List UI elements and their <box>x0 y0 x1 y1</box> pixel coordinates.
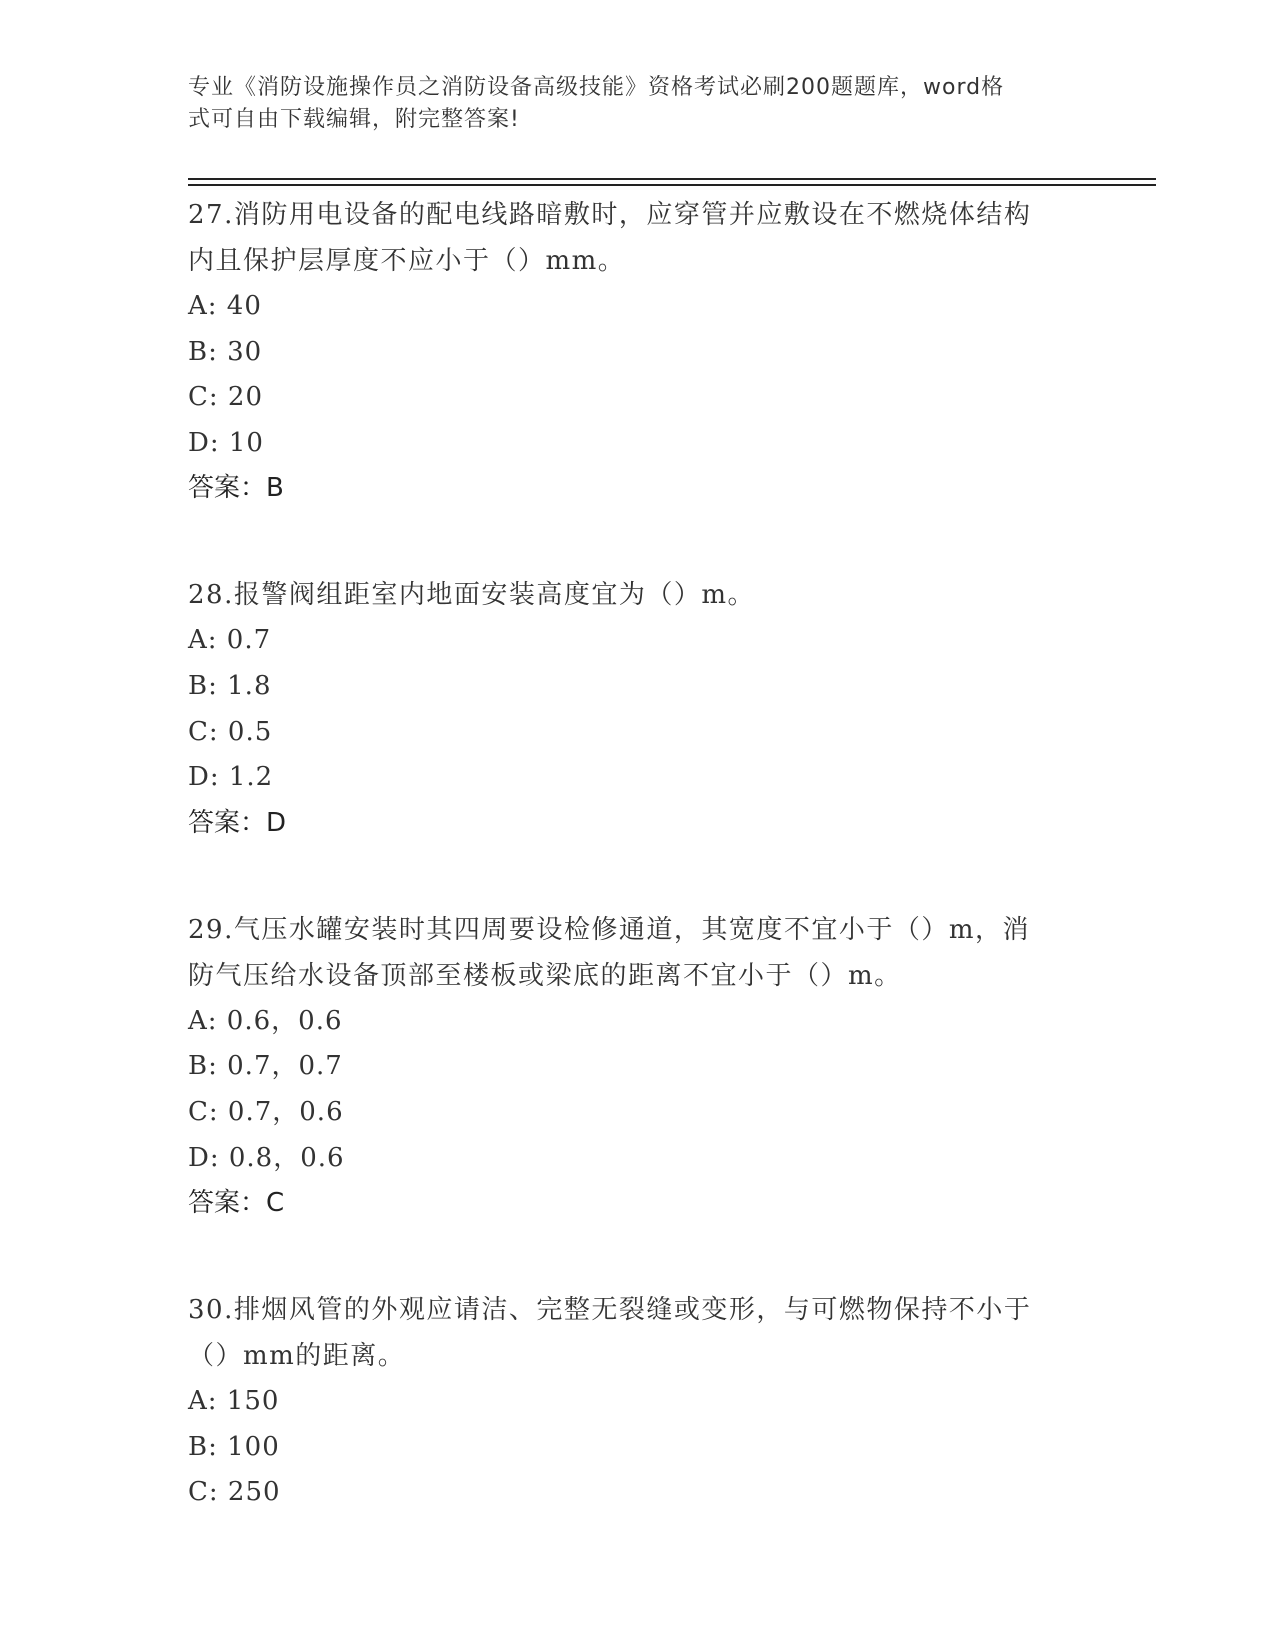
option-c: C: 0.5 <box>188 716 273 747</box>
option-d: D: 10 <box>188 427 264 458</box>
header-line-1: 专业《消防设施操作员之消防设备高级技能》资格考试必刷200题题库，word格 <box>188 75 1005 100</box>
option-a: A: 0.7 <box>188 625 272 656</box>
option-c: C: 20 <box>188 382 264 413</box>
option-a: A: 150 <box>188 1386 280 1417</box>
header-divider-top <box>188 178 1156 180</box>
question-stem: 29.气压水罐安装时其四周要设检修通道，其宽度不宜小于（）m，消 <box>188 914 1031 945</box>
option-c: C: 250 <box>188 1477 281 1508</box>
document-header <box>188 72 1078 136</box>
option-d: D: 0.8，0.6 <box>188 1142 345 1173</box>
question-stem-continued: 防气压给水设备顶部至楼板或梁底的距离不宜小于（）m。 <box>188 960 902 991</box>
question-27 <box>188 192 1088 510</box>
header-divider-bottom <box>188 184 1156 186</box>
question-stem: 30.排烟风管的外观应请洁、完整无裂缝或变形，与可燃物保持不小于 <box>188 1295 1032 1326</box>
question-stem-continued: （）mm的距离。 <box>188 1341 406 1372</box>
question-28 <box>188 572 1088 844</box>
option-a: A: 0.6，0.6 <box>188 1005 343 1036</box>
option-c: C: 0.7，0.6 <box>188 1096 344 1127</box>
option-b: B: 1.8 <box>188 670 272 701</box>
option-a: A: 40 <box>188 291 262 321</box>
answer: 答案：D <box>188 807 287 838</box>
question-list <box>188 192 1088 1516</box>
question-stem: 28.报警阀组距室内地面安装高度宜为（）m。 <box>188 580 756 611</box>
answer: 答案：B <box>188 473 284 504</box>
option-b: B: 0.7，0.7 <box>188 1051 343 1082</box>
option-d: D: 1.2 <box>188 762 274 793</box>
answer: 答案：C <box>188 1188 285 1219</box>
option-b: B: 100 <box>188 1431 280 1462</box>
option-b: B: 30 <box>188 336 263 367</box>
question-29 <box>188 907 1088 1225</box>
question-stem: 27.消防用电设备的配电线路暗敷时，应穿管并应敷设在不燃烧体结构 <box>188 200 1032 230</box>
question-stem-continued: 内且保护层厚度不应小于（）mm。 <box>188 246 626 276</box>
question-30 <box>188 1287 1088 1516</box>
header-line-2: 式可自由下载编辑，附完整答案! <box>188 107 520 132</box>
